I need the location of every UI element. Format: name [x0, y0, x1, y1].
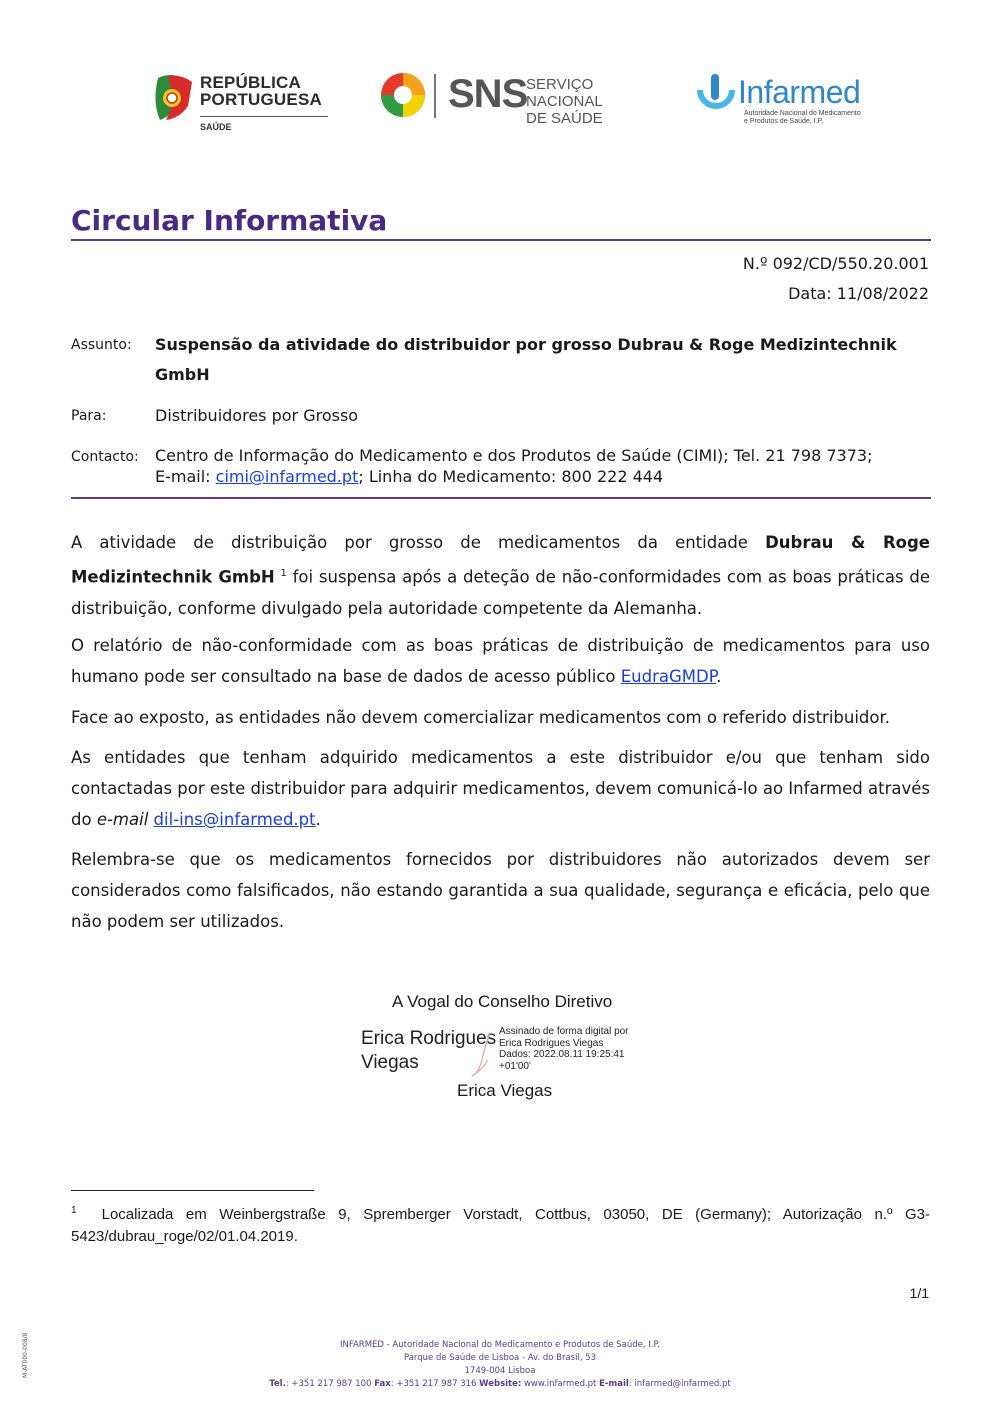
footer-line3: 1749-004 Lisboa [464, 1366, 536, 1376]
republica-line1: REPÚBLICA [200, 73, 301, 92]
footer-website: www.infarmed.pt [521, 1379, 600, 1389]
sns-line2: DE SAÚDE [526, 110, 603, 127]
signature-role: A Vogal do Conselho Diretivo [392, 992, 613, 1011]
infarmed-sub1: Autoridade Nacional do Medicamento [744, 110, 861, 117]
assunto-label: Assunto: [71, 337, 132, 353]
page-number: 1/1 [909, 1285, 929, 1301]
p4-end: . [315, 810, 321, 829]
dil-ins-email-link[interactable]: dil-ins@infarmed.pt [153, 810, 316, 829]
p1-text-end: foi suspensa após a deteção de não-conformidades com as boas práticas de distribuição, conforme divulgado pela autoridade competente da Alemanha. [71, 567, 931, 618]
side-code: M-AT000-008/8 [22, 1332, 29, 1378]
infarmed-sub2: e Produtos de Saúde, I.P. [744, 118, 824, 125]
footer-tel-label: Tel. [269, 1379, 286, 1389]
footer-email: : infarmed@infarmed.pt [628, 1379, 731, 1389]
sns-emblem-icon [378, 70, 428, 120]
footnote [71, 1200, 930, 1248]
footer-web-label: Website: [479, 1379, 522, 1389]
republica-sub: SAÚDE [200, 122, 232, 132]
footer-line1: INFARMED - Autoridade Nacional do Medicamento e Produtos de Saúde, I.P. [340, 1340, 660, 1350]
digital-signature-block [499, 1026, 629, 1072]
header-bottom-rule [71, 497, 931, 499]
contacto-line1: Centro de Informação do Medicamento e dos Produtos de Saúde (CIMI); Tel. 21 798 7373; [155, 446, 873, 465]
infarmed-name: Infarmed [738, 74, 861, 110]
digital-line4: +01'00' [499, 1060, 531, 1072]
sns-abbr: SNS [448, 72, 528, 116]
p4-email-word: e-mail [96, 810, 149, 829]
sns-separator [434, 74, 436, 118]
footer-tel: : +351 217 987 100 [285, 1379, 375, 1389]
para-label: Para: [71, 408, 107, 424]
footer-contacts [0, 1378, 1000, 1391]
paragraph-1 [71, 527, 930, 624]
republica-portuguesa-logo [150, 72, 335, 134]
footer-fax-label: Fax [374, 1379, 391, 1389]
footer-fax: : +351 217 987 316 [390, 1379, 480, 1389]
distributor-name: Dubrau & Roge Medizintechnik GmbH [71, 533, 930, 587]
infarmed-emblem-icon [694, 72, 738, 116]
p4-text: As entidades que tenham adquirido medicamentos a este distribuidor e/ou que tenham sido contactadas por este distribuidor para adquirir medicamentos, devem comunicá-lo ao Infarmed através do [71, 748, 930, 829]
paragraph-5: Relembra-se que os medicamentos fornecidos por distribuidores não autorizados devem ser considerados como falsificados, não estando garantida a sua qualidade, segurança e eficácia, pelo que não podem ser utilizados. [71, 850, 930, 931]
footnote-ref: 1 [280, 568, 287, 579]
signature-flourish-icon [468, 1030, 498, 1080]
republica-divider [200, 116, 328, 117]
contacto-email-label: E-mail: [155, 467, 216, 486]
document-title: Circular Informativa [71, 204, 388, 237]
contacto-label: Contacto: [71, 449, 139, 465]
sns-line1: SERVIÇO NACIONAL [526, 76, 603, 110]
p2-end: . [716, 667, 722, 686]
signature-printed-name: Erica Viegas [457, 1081, 553, 1100]
paragraph-3: Face ao exposto, as entidades não devem comercializar medicamentos com o referido distribuidor. [71, 708, 891, 727]
digital-line1: Assinado de forma digital por [499, 1026, 629, 1037]
paragraph-2 [71, 630, 930, 692]
cimi-email-link[interactable]: cimi@infarmed.pt [215, 467, 359, 486]
p1-text-start: A atividade de distribuição por grosso de medicamentos da entidade [71, 533, 766, 552]
p2-text: O relatório de não-conformidade com as boas práticas de distribuição de medicamentos para uso humano pode ser consultado na base de dados de acesso público [71, 636, 930, 686]
footer-line2: Parque de Saúde de Lisboa - Av. do Brasil, 53 [403, 1353, 597, 1363]
eudragmdp-link[interactable]: EudraGMDP [620, 667, 717, 686]
contacto-value [155, 445, 930, 487]
title-rule [71, 239, 931, 241]
republica-line2: PORTUGUESA [200, 90, 322, 109]
footer [0, 1339, 1000, 1391]
coat-of-arms-icon [150, 72, 196, 122]
contacto-phone: ; Linha do Medicamento: 800 222 444 [358, 467, 664, 486]
footnote-text: Localizada em Weinbergstraße 9, Spremberger Vorstadt, Cottbus, 03050, DE (Germany); Autorização n.º G3-5423/dubrau_roge/02/01.04.2019. [71, 1206, 930, 1245]
paragraph-4 [71, 742, 930, 835]
signature-name-line1: Erica Rodrigues [361, 1028, 497, 1049]
infarmed-logo [694, 72, 874, 134]
footer-email-label: E-mail [599, 1379, 629, 1389]
footnote-mark: 1 [71, 1205, 77, 1216]
footnote-rule [71, 1190, 314, 1191]
assunto-value: Suspensão da atividade do distribuidor por grosso Dubrau & Roge Medizintechnik GmbH [155, 335, 897, 384]
para-value: Distribuidores por Grosso [155, 406, 359, 425]
digital-line2: Erica Rodrigues Viegas [499, 1037, 604, 1049]
signature-name-line2: Viegas [361, 1052, 419, 1073]
document-date: Data: 11/08/2022 [788, 284, 929, 303]
sns-logo [378, 70, 658, 127]
reference-number: N.º 092/CD/550.20.001 [742, 254, 929, 273]
digital-line3: Dados: 2022.08.11 19:25:41 [499, 1049, 625, 1060]
